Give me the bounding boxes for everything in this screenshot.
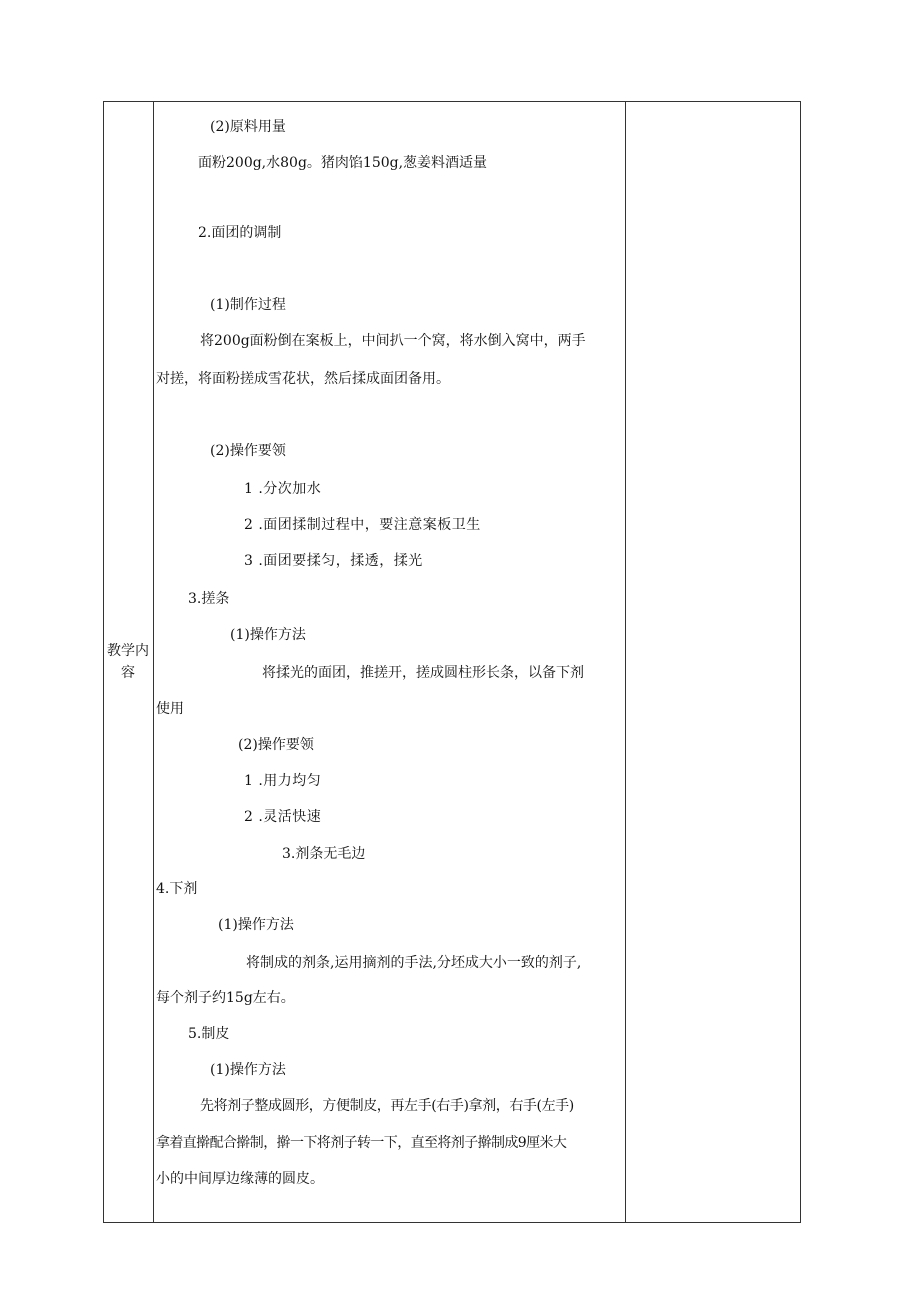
content-line: 2 .灵活快速	[244, 809, 322, 825]
content-line: 1 .用力均匀	[244, 773, 322, 789]
content-line: 将200g面粉倒在案板上，中间扒一个窝，将水倒入窝中，两手	[200, 333, 586, 349]
content-line: 3.搓条	[188, 591, 230, 607]
row-label-teaching-content: 教学内容	[107, 643, 149, 681]
content-line: 将制成的剂条,运用摘剂的手法,分坯成大小一致的剂子,	[246, 955, 582, 971]
content-line: 使用	[156, 701, 184, 717]
content-line: (2)原料用量	[210, 119, 286, 135]
column-divider-left	[153, 102, 154, 1222]
lesson-table	[103, 101, 801, 1223]
content-line: (2)操作要领	[238, 737, 314, 753]
content-line: (1)操作方法	[210, 1062, 286, 1078]
content-line: (1)操作方法	[218, 917, 294, 933]
content-line: 2 .面团揉制过程中，要注意案板卫生	[244, 517, 481, 533]
content-line: (2)操作要领	[210, 443, 286, 459]
content-line: 面粉200g,水80g。猪肉馅150g,葱姜料酒适量	[198, 155, 488, 171]
content-line: 2.面团的调制	[198, 225, 282, 241]
content-line: 5.制皮	[188, 1026, 230, 1042]
content-line: (1)制作过程	[210, 297, 286, 313]
content-line: 4.下剂	[156, 881, 198, 897]
content-line: 对搓，将面粉搓成雪花状，然后揉成面团备用。	[156, 371, 450, 387]
content-line: 3 .面团要揉匀，揉透，揉光	[244, 553, 423, 569]
content-line: (1)操作方法	[230, 627, 306, 643]
content-line: 将揉光的面团，推搓开，搓成圆柱形长条，以备下剂	[262, 665, 584, 681]
content-line: 3.剂条无毛边	[282, 846, 366, 862]
content-line: 拿着直擀配合擀制，擀一下将剂子转一下，直至将剂子擀制成9厘米大	[156, 1135, 567, 1151]
content-line: 小的中间厚边缘薄的圆皮。	[156, 1171, 324, 1187]
column-divider-right	[625, 102, 626, 1222]
content-line: 先将剂子整成圆形，方便制皮，再左手(右手)拿剂，右手(左手)	[200, 1098, 574, 1114]
content-line: 1 .分次加水	[244, 481, 322, 497]
content-line: 每个剂子约15g左右。	[156, 990, 295, 1006]
